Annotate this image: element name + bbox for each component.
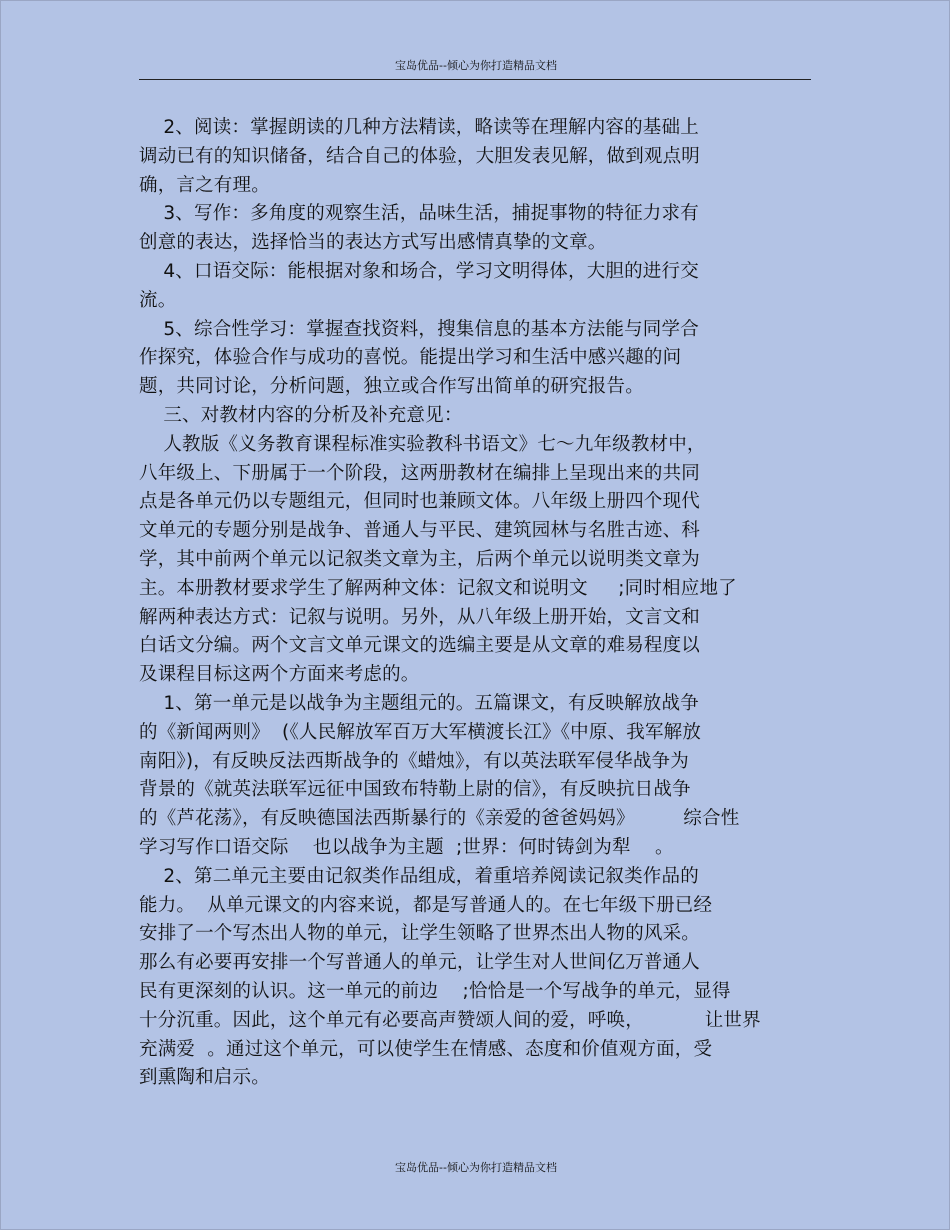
text-line: 作探究，体验合作与成功的喜悦。能提出学习和生活中感兴趣的问 [139, 347, 682, 369]
text-line: 点是各单元仍以专题组元，但同时也兼顾文体。八年级上册四个现代 [139, 491, 701, 513]
text-line: 题，共同讨论，分析问题，独立或合作写出简单的研究报告。 [139, 376, 644, 398]
document-body [139, 114, 819, 1093]
text-line: 到熏陶和启示。 [139, 1067, 270, 1089]
text-line: 充满爱 。通过这个单元，可以使学生在情感、态度和价值观方面，受 [139, 1038, 713, 1060]
text-line: 5、综合性学习：掌握查找资料，搜集信息的基本方法能与同学合 [139, 318, 699, 340]
text-line: 人教版《义务教育课程标准实验教科书语文》七～九年级教材中， [139, 433, 706, 455]
text-line: 八年级上、下册属于一个阶段，这两册教材在编排上呈现出来的共同 [139, 462, 701, 484]
text-line: 民有更深刻的认识。这一单元的前边 ;恰恰是一个写战争的单元，显得 [139, 980, 731, 1002]
text-line: 十分沉重。因此，这个单元有必要高声赞颂人间的爱，呼唤， 让世界 [139, 1009, 761, 1031]
page-header: 宝岛优品--倾心为你打造精品文档 [395, 59, 557, 72]
text-line: 的《芦花荡》，有反映德国法西斯暴行的《亲爱的爸爸妈妈》 综合性 [139, 808, 740, 830]
text-line: 主。本册教材要求学生了解两种文体：记叙文和说明文 ;同时相应地了 [139, 577, 737, 599]
text-line: 及课程目标这两个方面来考虑的。 [139, 664, 420, 686]
text-line: 3、写作：多角度的观察生活，品味生活，捕捉事物的特征力求有 [139, 203, 699, 225]
text-line: 的《新闻两则》 (《人民解放军百万大军横渡长江》《中原、我军解放 [139, 721, 702, 743]
text-line: 解两种表达方式：记叙与说明。另外，从八年级上册开始，文言文和 [139, 606, 701, 628]
text-line: 确，言之有理。 [139, 174, 270, 196]
text-line: 调动已有的知识储备，结合自己的体验，大胆发表见解，做到观点明 [139, 145, 701, 167]
text-line: 安排了一个写杰出人物的单元，让学生领略了世界杰出人物的风采。 [139, 923, 701, 945]
text-line: 那么有必要再安排一个写普通人的单元，让学生对人世间亿万普通人 [139, 952, 701, 974]
text-line: 能力。 从单元课文的内容来说，都是写普通人的。在七年级下册已经 [139, 894, 713, 916]
text-line: 三、对教材内容的分析及补充意见： [139, 404, 463, 426]
text-line: 白话文分编。两个文言文单元课文的选编主要是从文章的难易程度以 [139, 635, 701, 657]
text-line: 2、阅读：掌握朗读的几种方法精读，略读等在理解内容的基础上 [139, 117, 699, 138]
text-line: 流。 [139, 289, 177, 311]
text-line: 1、第一单元是以战争为主题组元的。五篇课文，有反映解放战争 [139, 692, 699, 714]
text-line: 学习写作口语交际 也以战争为主题 ;世界：何时铸剑为犁 。 [139, 836, 674, 858]
text-line: 学，其中前两个单元以记叙类文章为主，后两个单元以说明类文章为 [139, 548, 701, 570]
text-line: 文单元的专题分别是战争、普通人与平民、建筑园林与名胜古迹、科 [139, 520, 701, 542]
text-line: 背景的《就英法联军远征中国致布特勒上尉的信》，有反映抗日战争 [139, 779, 691, 801]
text-line: 2、第二单元主要由记叙类作品组成，着重培养阅读记叙类作品的 [139, 865, 699, 887]
text-line: 4、口语交际：能根据对象和场合，学习文明得体，大胆的进行交 [139, 260, 699, 282]
page-footer: 宝岛优品--倾心为你打造精品文档 [395, 1161, 557, 1174]
text-line: 南阳》)，有反映反法西斯战争的《蜡烛》，有以英法联军侵华战争为 [139, 750, 689, 772]
header-divider [139, 79, 811, 80]
text-line: 创意的表达，选择恰当的表达方式写出感情真挚的文章。 [139, 232, 607, 254]
